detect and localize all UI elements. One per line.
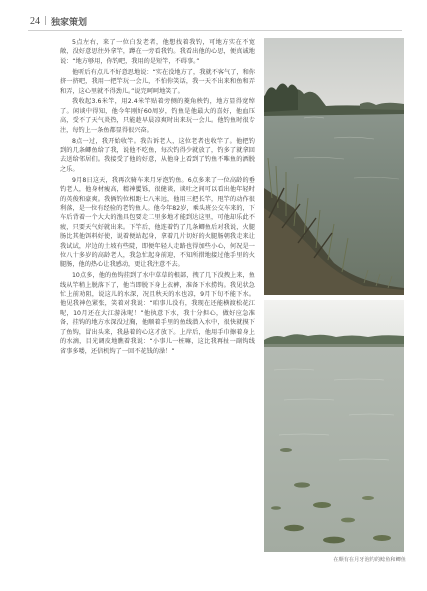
photo-caption: 在颇有在月牙泡钓的鲶鱼和鲫鱼 <box>333 557 406 563</box>
article-paragraph: 10点多，他的鱼钩挂到了水中草草的根部，拽了几下没拽上来，鱼线从竿稍上脱落下了，他当即脱下身上衣裤，准备下水捞钩。我见状急忙上前劝阻，说这儿的水深，况且秋天的水也凉，9月下旬不能下水。他见我神色紧张，笑着对我说：“咱事儿没有，我现在还能横渡松花江呢，10月还在大江游泳呢！”他执意下水，我十分担心，做好应急准备，挂钩的地方水深没过胸，他顺着手里的鱼线潜入水中，很快就摸下了鱼钩，冒出头来，我悬着的心这才放下。上岸后，他用手巾擦着身上的水滴，目光调皮地瞧着我说：“小事儿一桩嘛，这比我再扯一副钩线省事多喽，还信机钩了一回不花钱的澡！” <box>60 272 255 355</box>
page-number: 24 <box>30 15 40 27</box>
section-title: 独家策划 <box>51 17 88 28</box>
lake-water-image <box>264 300 404 552</box>
header-rule <box>28 30 402 31</box>
article-paragraph: 8点一过，我开始收竿。我告诉老人，这位老者也收竿了。他把钓到的几条鲫鱼给了我，说他不吃鱼，每次钓得少就放了，钓多了就拿回去送给邻居们。我接受了他的好意，从他身上看到了钓鱼不唯鱼的洒脱之乐。 <box>60 137 255 173</box>
article-paragraph: 9月8日这天，我再次骑车来月牙泡钓鱼。6点多来了一位高龄的垂钓老人，他身材瘦高，精神矍铄，很健谈，谈吐之间可以看出他年轻时的英俊和豪爽。我俩钓位相距七八米远，他用三把长竿，甩竿的动作很利落，是一位有经验的老钓鱼人。他今年82岁，乘头班公交车来的，下车后背着一个大大的渔具包要走二里多地才能到达这里，可他却乐此不疲，只要天气好就出来。下竿后，他连着钓了几条鲫鱼后对我说，火腿肠比其他饵料好使，说着便站起身，拿着几片切好的火腿肠朝我走来让我试试，岸边的土坡有些陡，即便年轻人走路也得加些小心，何况是一位八十多岁的高龄老人，我急忙起身前迎，不知所措地接过他手里的火腿肠，他的热心让我感动，更让我注意不去。 <box>60 176 255 269</box>
article-paragraph: 我收起3.6米竿，用2.4米竿贴着旁侧的菱角秧钓，地方显得宽绰了。闲谈中得知，他今年刚好60周岁，钓鱼是他最大的喜好，他血压高，受不了天气炎热，只能趁早晨凉爽时出来玩一会儿。他钓鱼时很专注，每钓上一条鱼都显得很兴奋。 <box>60 98 255 134</box>
lake-shore-image <box>264 38 404 295</box>
lake-photo-bottom <box>264 300 404 552</box>
article-body <box>60 38 255 578</box>
page-header <box>30 14 87 28</box>
lake-photo-top <box>264 38 404 295</box>
header-separator: | <box>44 16 48 26</box>
article-paragraph: 5点左右，来了一位白发老者，他想找着我钓，可地方实在不宽敞，没好意思往外拿竿，蹲在一旁看我钓。我看出他的心思，便真诚地说：“地方够用，你钓吧，我用的是短竿，不碍事。” <box>60 39 255 65</box>
article-paragraph: 他听后有点儿不好意思地说：“实在没地方了，我就不客气了，和你挤一挤吧，我用一把竿玩一会儿，不怕你笑话，我一天不出来和鱼和弄和弄，这心里就不得劲儿。”说完呵呵地笑了。 <box>60 68 255 95</box>
